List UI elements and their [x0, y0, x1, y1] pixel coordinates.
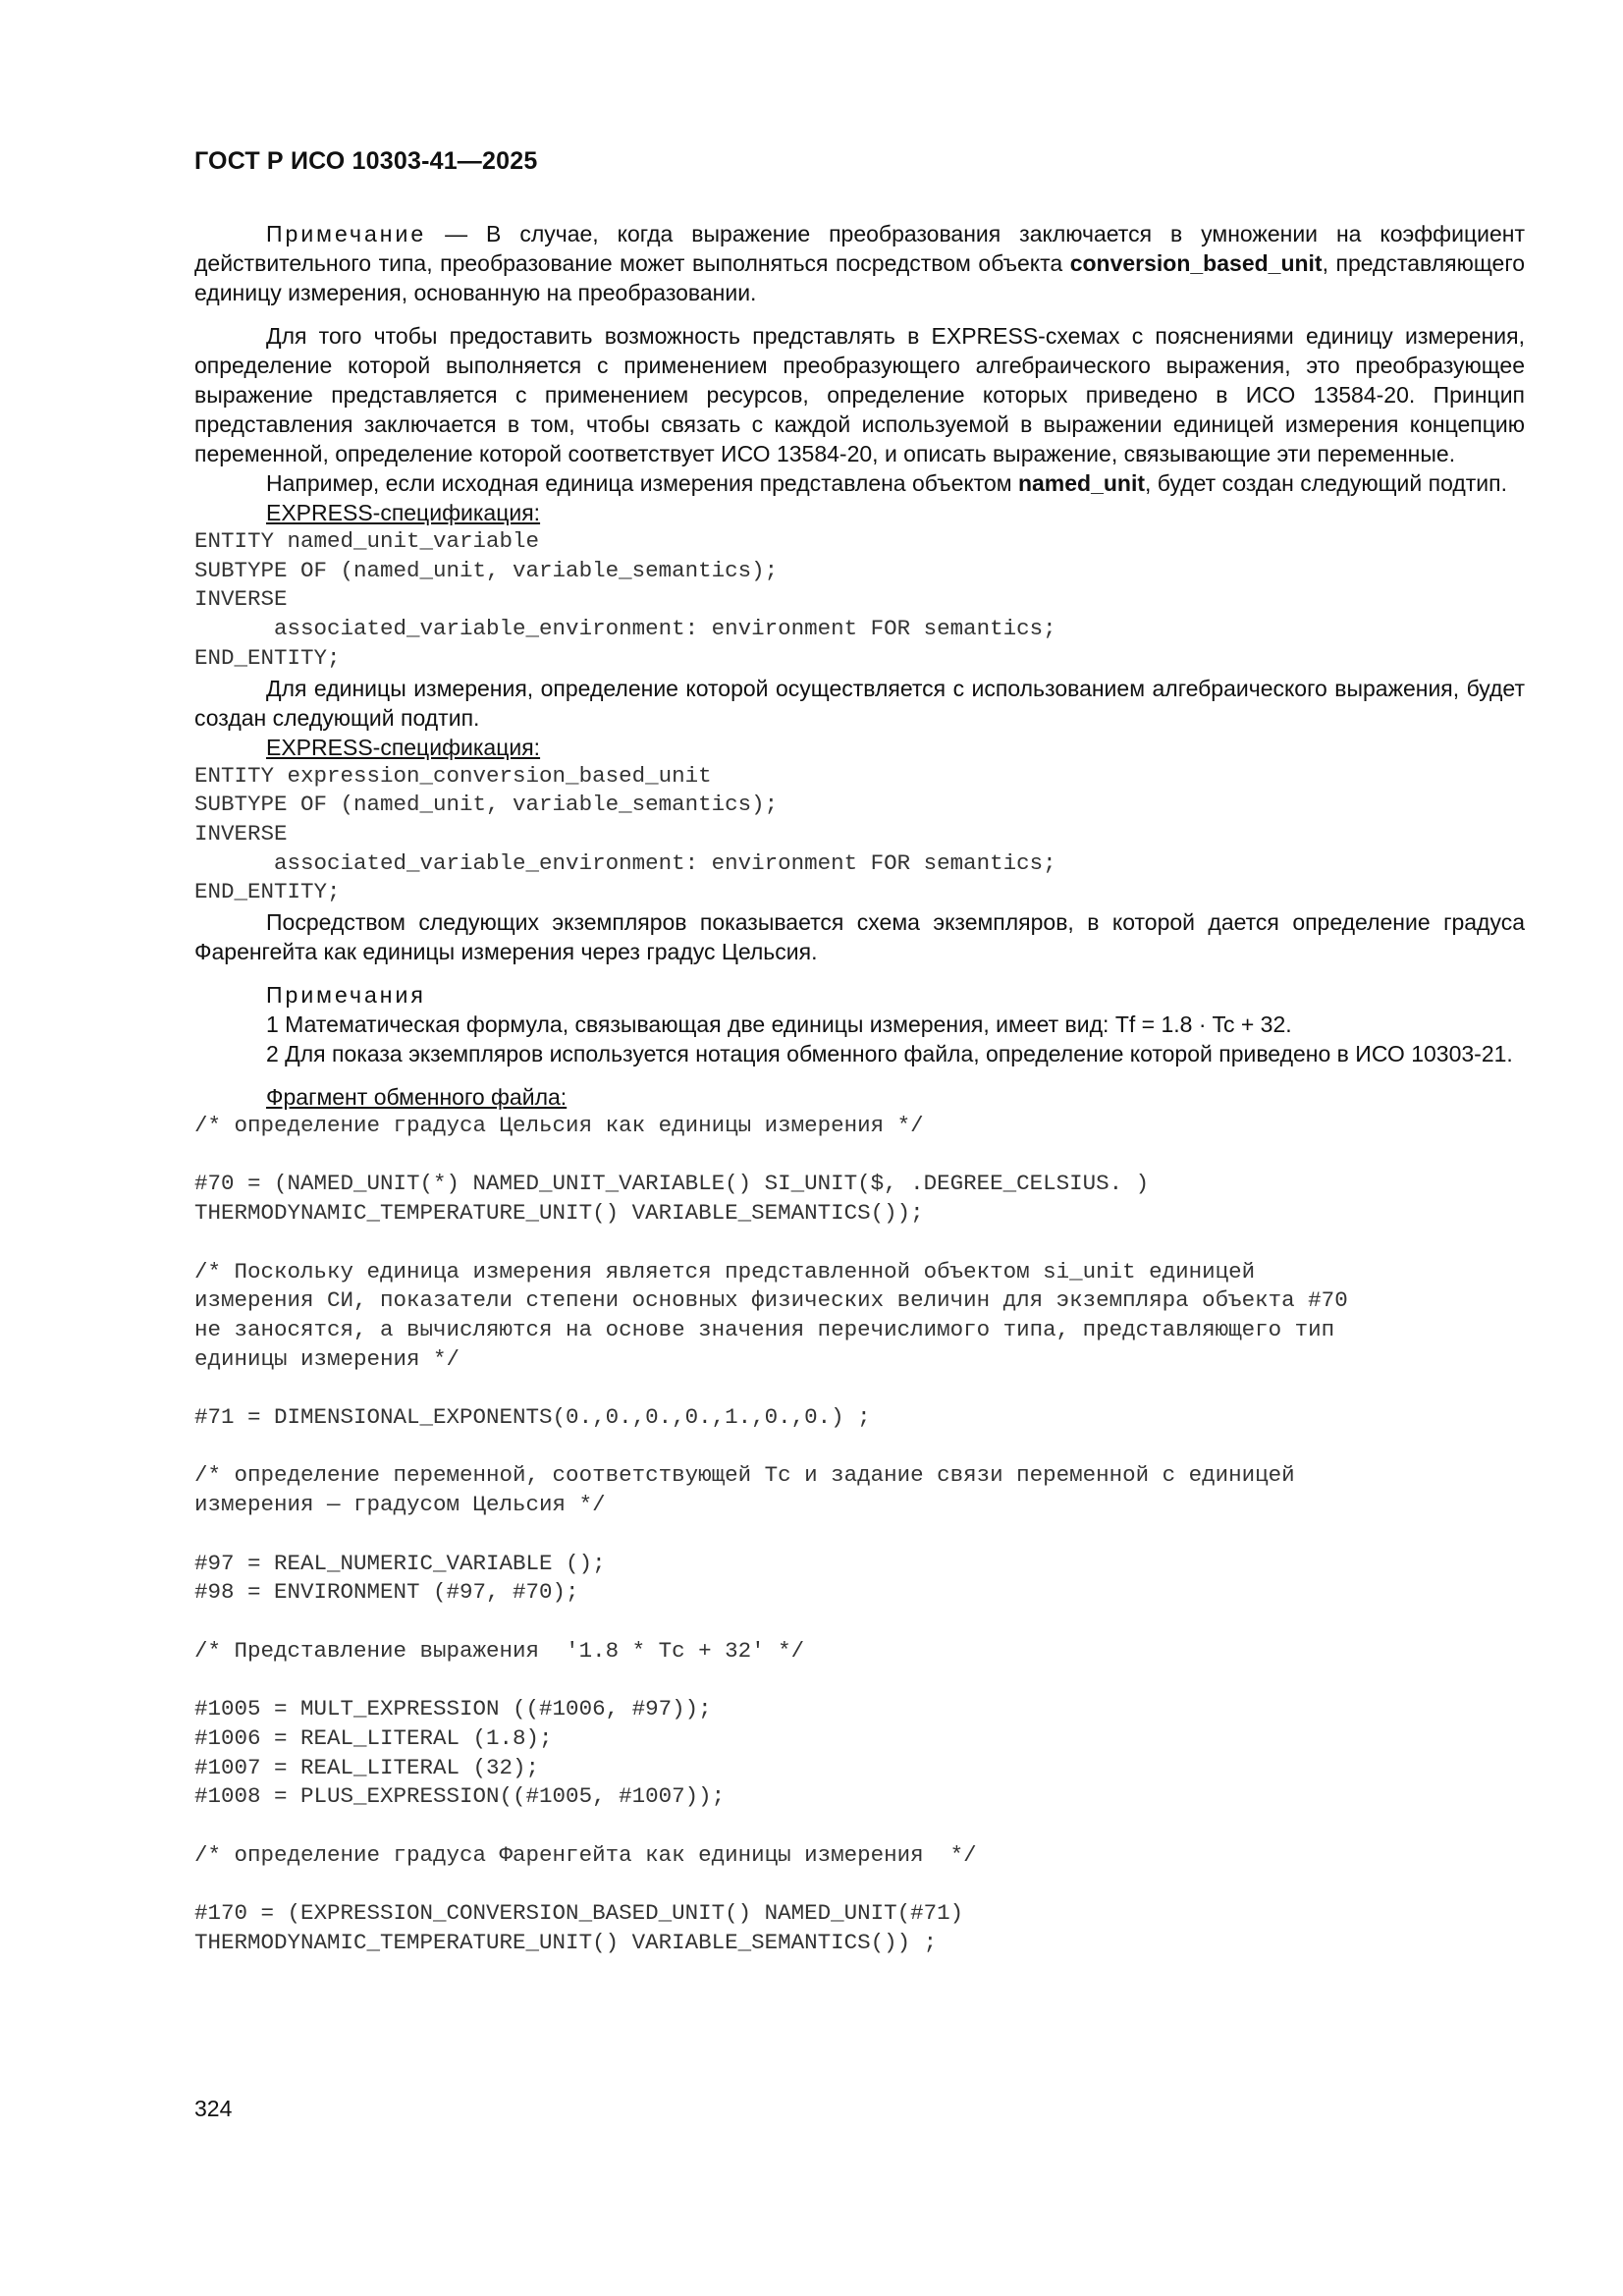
paragraph-named-unit-example — [194, 468, 1525, 498]
example-text-part2: , будет создан следующий подтип. — [1145, 470, 1507, 496]
code-expression-conversion-based-unit: ENTITY expression_conversion_based_unit SUBTYPE OF (named_unit, variable_semantics); INVERSE associated_variable_environment: environment FOR semantics; END_ENTITY; — [194, 762, 1056, 905]
exchange-file-fragment-label: Фрагмент обменного файла: — [266, 1084, 568, 1111]
page-number: 324 — [194, 2096, 233, 2121]
express-spec-label-2: EXPRESS-спецификация: — [266, 734, 541, 760]
entity-conversion-based-unit: conversion_based_unit — [1069, 250, 1323, 276]
note-text-part2: , представляющего единицу измерения, основанную на преобразовании. — [194, 250, 1525, 305]
note-label: Примечание — [266, 221, 427, 246]
document-page — [194, 147, 1525, 1957]
notes-title: Примечания — [266, 982, 426, 1009]
note-item-2: 2 Для показа экземпляров используется нотация обменного файла, определение которой приведено в ИСО 10303-21. — [266, 1041, 1513, 1067]
express-spec-label-1: EXPRESS-спецификация: — [266, 500, 541, 525]
code-named-unit-variable: ENTITY named_unit_variable SUBTYPE OF (named_unit, variable_semantics); INVERSE associated_variable_environment: environment FOR semantics; END_ENTITY; — [194, 528, 1056, 671]
example-text-part1: Например, если исходная единица измерения представлена объектом — [266, 470, 1018, 496]
paragraph-algebraic-expression: Для единицы измерения, определение которой осуществляется с использованием алгебраического выражения, будет создан следующий подтип. — [194, 675, 1525, 731]
note-conversion-factor — [194, 219, 1525, 307]
document-header: ГОСТ Р ИСО 10303-41—2025 — [194, 147, 538, 175]
entity-named-unit: named_unit — [1017, 470, 1146, 496]
note-text-part1: — В случае, когда выражение преобразования заключается в умножении на коэффициент действительного типа, преобразование может выполняться посредством объекта — [194, 221, 1525, 276]
note-item-1: 1 Математическая формула, связывающая две единицы измерения, имеет вид: Tf = 1.8 · Tc + 32. — [266, 1011, 1292, 1038]
paragraph-variable-concept: Для того чтобы предоставить возможность представлять в EXPRESS-схемах с пояснениями единицу измерения, определение которой выполняется с применением преобразующего алгебраического выражения, это преобразующее выражение представляется с применением ресурсов, определение которых приведено в ИСО 13584-20. Принцип представления заключается в том, чтобы связать с каждой используемой в выражении единицей измерения концепцию переменной, определение которой соответствует ИСО 13584-20, и описать выражение, связывающие эти переменные. — [194, 323, 1525, 466]
paragraph-instance-schema: Посредством следующих экземпляров показывается схема экземпляров, в которой дается определение градуса Фаренгейта как единицы измерения через градус Цельсия. — [194, 909, 1525, 965]
code-exchange-file-fragment: /* определение градуса Цельсия как единицы измерения */ #70 = (NAMED_UNIT(*) NAMED_UNIT_VARIABLE() SI_UNIT($, .DEGREE_CELSIUS. ) THERMODYNAMIC_TEMPERATURE_UNIT() VARIABLE_SEMANTICS()); /* Поскольку единица измерения является представленной объектом si_unit единицей измерения СИ, показатели степени основных физических величин для экземпляра объекта #70 не заносятся, а вычисляются на основе значения перечислимого типа, представляющего тип единицы измерения */ #71 = DIMENSIONAL_EXPONENTS(0.,0.,0.,0.,1.,0.,0.) ; /* определение переменной, соответствующей Tc и задание связи переменной с единицей измерения — градусом Цельсия */ #97 = REAL_NUMERIC_VARIABLE (); #98 = ENVIRONMENT (#97, #70); /* Представление выражения '1.8 * Tc + 32' */ #1005 = MULT_EXPRESSION ((#1006, #97)); #1006 = REAL_LITERAL (1.8); #1007 = REAL_LITERAL (32); #1008 = PLUS_EXPRESSION((#1005, #1007)); /* определение градуса Фаренгейта как единицы измерения */ #170 = (EXPRESSION_CONVERSION_BASED_UNIT() NAMED_UNIT(#71) THERMODYNAMIC_TEMPERATURE_UNIT() VARIABLE_SEMANTICS()) ; — [194, 1113, 1348, 1955]
